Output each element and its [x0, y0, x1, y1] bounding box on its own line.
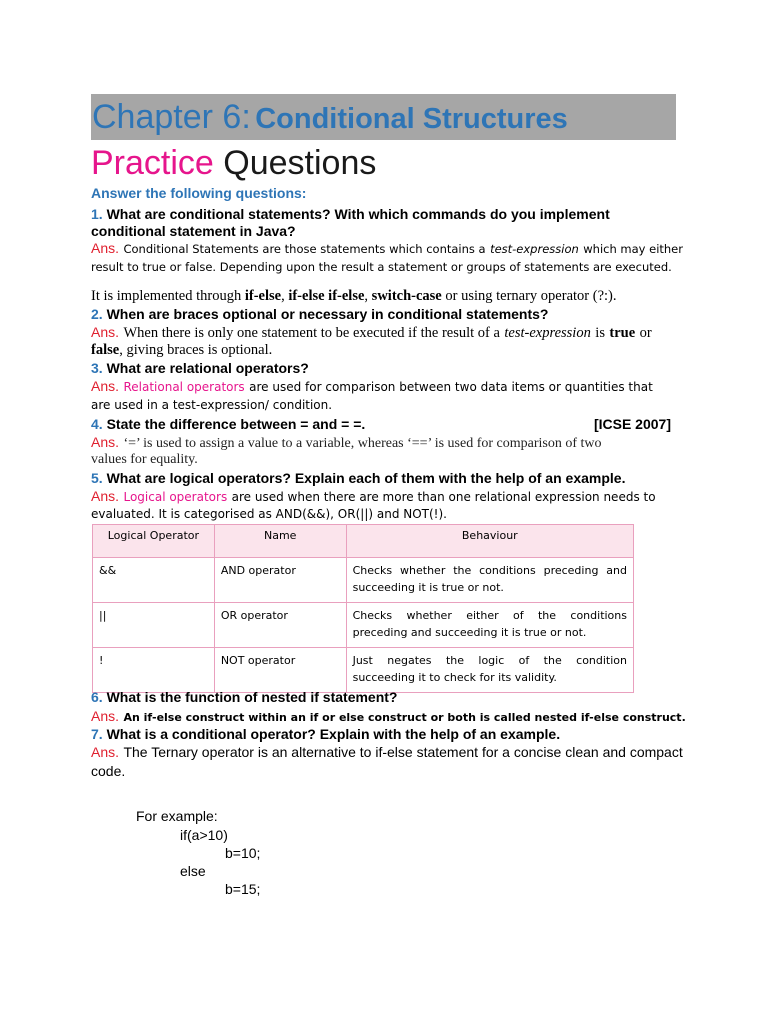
question-7	[91, 726, 560, 742]
answer-7	[91, 744, 683, 762]
table-cell: ||	[93, 603, 215, 648]
answer-text: ‘=’ is used to assign a value to a variable, whereas ‘==’ is used for comparison of two	[123, 436, 602, 451]
answer-text: An if-else construct within an if or else construct or both is called nested if-else construct.	[123, 711, 686, 724]
question-5	[91, 470, 625, 486]
answer-term: Logical operators	[123, 490, 228, 504]
answer-text: , giving braces is optional.	[119, 342, 273, 358]
answer-text: or	[639, 325, 652, 341]
answer-text: which may either	[583, 242, 683, 256]
question-6	[91, 689, 397, 705]
table-cell: &&	[93, 558, 215, 603]
answer-7-cont: code.	[91, 763, 126, 779]
table-cell: NOT operator	[214, 648, 346, 693]
table-cell: AND operator	[214, 558, 346, 603]
ans-label: Ans.	[91, 708, 120, 724]
practice-word: Practice	[91, 144, 214, 182]
extra-text: It is implemented through	[91, 288, 242, 304]
practice-heading	[91, 140, 376, 186]
question-text: conditional statement in Java?	[91, 223, 296, 239]
ans-label: Ans.	[91, 378, 120, 394]
ans-label: Ans.	[91, 744, 120, 760]
exam-tag: [ICSE 2007]	[593, 416, 671, 432]
question-number: 5.	[91, 470, 103, 486]
question-text: When are braces optional or necessary in conditional statements?	[106, 306, 549, 322]
table-row	[93, 558, 634, 603]
ans-label: Ans.	[91, 324, 120, 340]
extra-sep: ,	[364, 288, 369, 304]
question-number: 7.	[91, 726, 103, 742]
table-cell: Checks whether the conditions preceding and succeeding it is true or not.	[346, 558, 633, 603]
code-line: if(a>10)	[180, 827, 228, 843]
question-number: 1.	[91, 206, 103, 222]
code-line: else	[180, 863, 206, 879]
table-row	[93, 603, 634, 648]
answer-text: When there is only one statement to be executed if the result of a	[123, 325, 500, 341]
answer-bold: true	[609, 325, 636, 341]
answer-italic: test-expression	[490, 242, 579, 256]
answer-6	[91, 708, 686, 726]
answer-1	[91, 240, 683, 258]
instruction: Answer the following questions:	[91, 185, 307, 201]
chapter-title: Conditional Structures	[255, 103, 568, 135]
answer-4	[91, 434, 602, 452]
answer-bold: false	[91, 342, 120, 358]
question-text: State the difference between = and = =.	[106, 416, 366, 432]
extra-sep: ,	[281, 288, 285, 304]
answer-1-extra	[91, 288, 617, 305]
question-text: What is a conditional operator? Explain with the help of an example.	[106, 726, 561, 742]
answer-text: is	[595, 325, 605, 341]
answer-text: are used for comparison between two data items or quantities that	[249, 380, 653, 394]
answer-2	[91, 324, 652, 342]
question-4	[91, 416, 671, 432]
questions-word: Questions	[223, 144, 377, 182]
question-3	[91, 360, 309, 376]
answer-3-cont: are used in a test-expression/ condition.	[91, 398, 333, 412]
answer-2-cont	[91, 342, 272, 359]
table-header: Name	[214, 525, 346, 558]
ans-label: Ans.	[91, 488, 120, 504]
table-cell: Just negates the logic of the condition succeeding it to check for its validity.	[346, 648, 633, 693]
question-number: 2.	[91, 306, 103, 322]
answer-italic: test-expression	[504, 325, 591, 341]
chapter-prefix: Chapter 6:	[92, 98, 251, 136]
answer-5-cont: evaluated. It is categorised as AND(&&), OR(||) and NOT(!).	[91, 507, 447, 521]
table-header: Logical Operator	[93, 525, 215, 558]
question-1-cont	[91, 223, 296, 239]
table-cell: OR operator	[214, 603, 346, 648]
code-line: b=15;	[225, 881, 261, 897]
chapter-heading	[91, 94, 676, 140]
extra-bold: switch-case	[371, 288, 442, 304]
question-number: 3.	[91, 360, 103, 376]
question-text: What are conditional statements? With which commands do you implement	[106, 206, 610, 222]
extra-bold: if-else	[244, 288, 282, 304]
answer-1-cont: result to true or false. Depending upon the result a statement or groups of statements are executed.	[91, 260, 672, 274]
example-label: For example:	[136, 808, 218, 824]
question-text: What is the function of nested if statement?	[106, 689, 398, 705]
ans-label: Ans.	[91, 240, 120, 256]
table-cell: Checks whether either of the conditions preceding and succeeding it is true or not.	[346, 603, 633, 648]
table-header-row	[93, 525, 634, 558]
question-number: 6.	[91, 689, 103, 705]
extra-text: or using ternary operator (?:).	[445, 288, 617, 304]
logical-operators-table	[92, 524, 634, 693]
ans-label: Ans.	[91, 434, 120, 450]
code-line: b=10;	[225, 845, 261, 861]
table-header: Behaviour	[346, 525, 633, 558]
answer-3	[91, 378, 653, 396]
answer-5	[91, 488, 656, 506]
answer-text: The Ternary operator is an alternative to if-else statement for a concise clean and compact	[123, 744, 683, 760]
question-number: 4.	[91, 416, 103, 432]
table-cell: !	[93, 648, 215, 693]
answer-term: Relational operators	[123, 380, 245, 394]
table-row	[93, 648, 634, 693]
answer-text: are used when there are more than one relational expression needs to	[231, 490, 656, 504]
question-2	[91, 306, 548, 322]
question-text: What are logical operators? Explain each of them with the help of an example.	[106, 470, 626, 486]
answer-4-cont: values for equality.	[91, 452, 198, 467]
question-1	[91, 206, 610, 222]
question-text: What are relational operators?	[106, 360, 309, 376]
answer-text: Conditional Statements are those statements which contains a	[123, 242, 486, 256]
extra-bold: if-else if-else	[288, 288, 365, 304]
